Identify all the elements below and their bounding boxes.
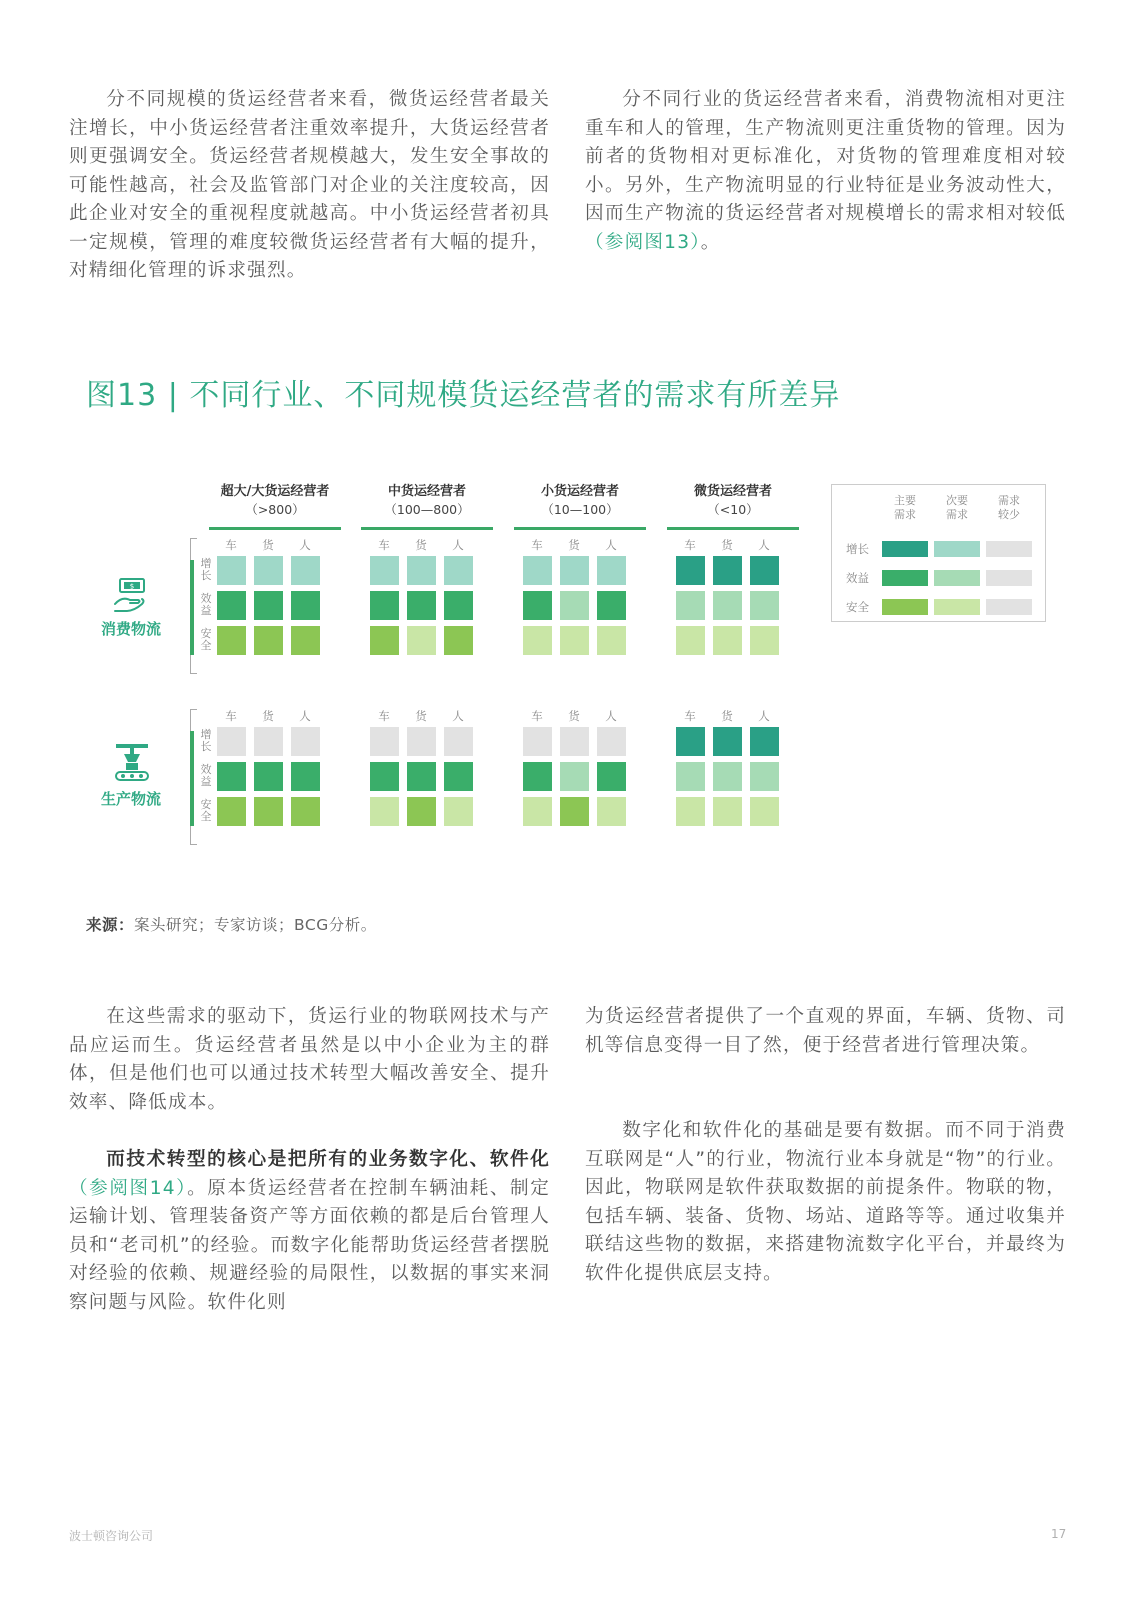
column-header-range: （<10） xyxy=(707,502,759,517)
legend-row-label: 效益 xyxy=(846,571,869,585)
heatmap-cell xyxy=(713,626,742,655)
legend-swatch xyxy=(934,570,980,586)
column-header xyxy=(512,483,648,519)
sub-column-label: 车 xyxy=(225,538,237,552)
legend-swatch xyxy=(986,570,1032,586)
heatmap-cell xyxy=(676,591,705,620)
legend-swatch xyxy=(986,599,1032,615)
heatmap-cell xyxy=(217,762,246,791)
column-header-name: 小货运经营者 xyxy=(540,484,619,499)
figure-title: 图13 | 不同行业、不同规模货运经营者的需求有所差异 xyxy=(86,378,841,413)
heatmap-cell xyxy=(597,762,626,791)
sub-column-label: 货 xyxy=(568,709,580,723)
sub-column-label: 人 xyxy=(605,709,617,723)
column-header xyxy=(359,483,495,519)
sub-column-label: 车 xyxy=(531,538,543,552)
paragraph-software-interface: 为货运经营者提供了一个直观的界面，车辆、货物、司机等信息变得一目了然，便于经营者进行管理决策。 xyxy=(585,1006,1066,1056)
heatmap-cell xyxy=(370,591,399,620)
heatmap-cell xyxy=(750,762,779,791)
heatmap-cell xyxy=(676,727,705,756)
heatmap-cell xyxy=(444,762,473,791)
sub-column-label: 车 xyxy=(378,709,390,723)
sub-column-label: 货 xyxy=(415,709,427,723)
group-indicator-bar xyxy=(190,560,194,655)
heatmap-cell xyxy=(560,762,589,791)
heatmap-cell xyxy=(254,727,283,756)
sub-column-label: 车 xyxy=(684,709,696,723)
heatmap-cell xyxy=(444,556,473,585)
column-header-range: （>800） xyxy=(245,502,305,517)
source-text: 案头研究；专家访谈；BCG分析。 xyxy=(134,916,377,934)
column-header xyxy=(207,483,343,519)
row-label: 安 全 xyxy=(200,798,212,823)
footer-company: 波士顿咨询公司 xyxy=(69,1529,154,1543)
heatmap-cell xyxy=(407,591,436,620)
sub-column-label: 人 xyxy=(299,538,311,552)
heatmap-cell xyxy=(291,762,320,791)
column-header-range: （100—800） xyxy=(384,502,470,517)
figure-14-reference: （参阅图14） xyxy=(69,1177,188,1199)
heatmap-cell xyxy=(676,626,705,655)
heatmap-cell xyxy=(291,626,320,655)
heatmap-cell xyxy=(291,556,320,585)
heatmap-cell xyxy=(713,797,742,826)
heatmap-cell xyxy=(523,797,552,826)
row-label: 增 长 xyxy=(200,728,212,753)
chart-legend xyxy=(831,484,1046,622)
sub-column-label: 车 xyxy=(225,709,237,723)
heatmap-cell xyxy=(523,626,552,655)
heatmap-cell xyxy=(254,626,283,655)
sub-column-label: 人 xyxy=(452,538,464,552)
heatmap-cell xyxy=(291,591,320,620)
paragraph-data-foundation: 数字化和软件化的基础是要有数据。而不同于消费互联网是“人”的行业，物流行业本身就是“物”的行业。因此，物联网是软件获取数据的前提条件。物联的物，包括车辆、装备、货物、场站、道路等等。通过收集并联结这些物的数据，来搭建物流数字化平台，并最终为软件化提供底层支持。 xyxy=(585,1120,1066,1284)
legend-header: 主要 需求 xyxy=(894,494,916,521)
sub-column-label: 货 xyxy=(568,538,580,552)
heatmap-cell xyxy=(444,797,473,826)
heatmap-cell xyxy=(444,727,473,756)
paragraph-iot-emergence: 在这些需求的驱动下，货运行业的物联网技术与产品应运而生。货运经营者虽然是以中小企业为主的群体，但是他们也可以通过技术转型大幅改善安全、提升效率、降低成本。 xyxy=(69,1006,550,1113)
heatmap-cell xyxy=(523,727,552,756)
paragraph-industry-analysis xyxy=(585,86,1066,257)
sub-column-label: 人 xyxy=(758,709,770,723)
heatmap-cell xyxy=(407,626,436,655)
category-label: 消费物流 xyxy=(100,620,161,638)
heatmap-cell xyxy=(370,797,399,826)
legend-row-label: 安全 xyxy=(846,600,869,614)
sub-column-label: 货 xyxy=(415,538,427,552)
row-label: 效 益 xyxy=(200,592,212,617)
paragraph-industry-main: 分不同行业的货运经营者来看，消费物流相对更注重车和人的管理，生产物流则更注重货物的管理。因为前者的货物相对更标准化，对货物的管理难度相对较小。另外，生产物流明显的行业特征是业务波动性大，因而生产物流的货运经营者对规模增长的需求相对较低 xyxy=(585,89,1066,224)
heatmap-cell xyxy=(444,626,473,655)
row-label: 安 全 xyxy=(200,627,212,652)
factory-conveyor-icon xyxy=(114,742,150,786)
heatmap-cell xyxy=(676,762,705,791)
heatmap-cell xyxy=(217,591,246,620)
column-header-range: （10—100） xyxy=(541,502,619,517)
figure-source xyxy=(86,913,377,935)
heatmap-cell xyxy=(370,556,399,585)
legend-swatch xyxy=(934,599,980,615)
heatmap-cell xyxy=(750,591,779,620)
heatmap-cell xyxy=(217,797,246,826)
heatmap-cell xyxy=(750,556,779,585)
paragraph-digitization-bold: 而技术转型的核心是把所有的业务数字化、软件化 xyxy=(106,1149,550,1170)
sub-column-label: 货 xyxy=(721,538,733,552)
heatmap-cell xyxy=(370,762,399,791)
heatmap-cell xyxy=(217,556,246,585)
heatmap-cell xyxy=(676,797,705,826)
heatmap-cell xyxy=(254,556,283,585)
sub-column-label: 人 xyxy=(758,538,770,552)
paragraph-digitization-core xyxy=(69,1146,550,1317)
column-header-underline xyxy=(514,527,646,530)
row-label: 效 益 xyxy=(200,763,212,788)
column-header-underline xyxy=(361,527,493,530)
paragraph-industry-end: 。 xyxy=(700,231,721,253)
heatmap-cell xyxy=(370,626,399,655)
heatmap-cell xyxy=(560,626,589,655)
paragraph-digitization-rest: 。原本货运经营者在控制车辆油耗、制定运输计划、管理装备资产等方面依赖的都是后台管理人员和“老司机”的经验。而数字化能帮助货运经营者摆脱对经验的依赖、规避经验的局限性，以数据的事实来洞察问题与风险。软件化则 xyxy=(69,1177,550,1313)
sub-column-label: 人 xyxy=(299,709,311,723)
source-label: 来源： xyxy=(86,916,135,934)
heatmap-cell xyxy=(254,797,283,826)
heatmap-cell xyxy=(597,626,626,655)
heatmap-cell xyxy=(291,797,320,826)
heatmap-cell xyxy=(676,556,705,585)
heatmap-cell xyxy=(597,591,626,620)
heatmap-cell xyxy=(407,797,436,826)
legend-swatch xyxy=(934,541,980,557)
sub-column-label: 人 xyxy=(605,538,617,552)
legend-header: 次要 需求 xyxy=(946,494,968,521)
heatmap-cell xyxy=(254,591,283,620)
sub-column-label: 货 xyxy=(262,538,274,552)
heatmap-cell xyxy=(523,762,552,791)
figure-13-reference: （参阅图13） xyxy=(585,231,701,253)
group-indicator-bar xyxy=(190,731,194,826)
heatmap-cell xyxy=(713,591,742,620)
heatmap-cell xyxy=(597,556,626,585)
sub-column-label: 人 xyxy=(452,709,464,723)
heatmap-cell xyxy=(217,626,246,655)
column-header-underline xyxy=(667,527,799,530)
heatmap-cell xyxy=(597,727,626,756)
column-header xyxy=(665,483,801,519)
column-header-name: 微货运经营者 xyxy=(693,484,772,499)
sub-column-label: 车 xyxy=(378,538,390,552)
paragraph-scale-analysis: 分不同规模的货运经营者来看，微货运经营者最关注增长，中小货运经营者注重效率提升，大货运经营者则更强调安全。货运经营者规模越大，发生安全事故的可能性越高，社会及监管部门对企业的关注度较高，因此企业对安全的重视程度就越高。中小货运经营者初具一定规模，管理的难度较微货运经营者有大幅的提升，对精细化管理的诉求强烈。 xyxy=(69,89,550,281)
heatmap-cell xyxy=(560,797,589,826)
heatmap-cell xyxy=(407,727,436,756)
column-header-name: 中货运经营者 xyxy=(387,484,466,499)
legend-swatch xyxy=(986,541,1032,557)
sub-column-label: 车 xyxy=(531,709,543,723)
heatmap-cell xyxy=(750,797,779,826)
category-label: 生产物流 xyxy=(100,790,161,808)
svg-text:$: $ xyxy=(129,582,135,591)
heatmap-cell xyxy=(217,727,246,756)
heatmap-cell xyxy=(523,556,552,585)
heatmap-cell xyxy=(750,626,779,655)
heatmap-cell xyxy=(560,727,589,756)
heatmap-cell xyxy=(560,591,589,620)
heatmap-cell xyxy=(444,591,473,620)
legend-swatch xyxy=(882,599,928,615)
row-label: 增 长 xyxy=(200,557,212,582)
sub-column-label: 货 xyxy=(721,709,733,723)
heatmap-cell xyxy=(407,762,436,791)
legend-header: 需求 较少 xyxy=(998,494,1020,521)
column-header-underline xyxy=(209,527,341,530)
heatmap-cell xyxy=(597,797,626,826)
heatmap-cell xyxy=(713,762,742,791)
sub-column-label: 车 xyxy=(684,538,696,552)
page-number: 17 xyxy=(1051,1527,1067,1541)
column-header-name: 超大/大货运经营者 xyxy=(220,484,330,499)
heatmap-cell xyxy=(713,556,742,585)
sub-column-label: 货 xyxy=(262,709,274,723)
heatmap-cell xyxy=(291,727,320,756)
heatmap-cell xyxy=(560,556,589,585)
legend-swatch xyxy=(882,541,928,557)
legend-row-label: 增长 xyxy=(846,542,869,556)
heatmap-cell xyxy=(407,556,436,585)
heatmap-cell xyxy=(370,727,399,756)
heatmap-cell xyxy=(713,727,742,756)
money-hand-icon xyxy=(112,578,152,618)
heatmap-cell xyxy=(750,727,779,756)
heatmap-cell xyxy=(523,591,552,620)
heatmap-cell xyxy=(254,762,283,791)
legend-swatch xyxy=(882,570,928,586)
